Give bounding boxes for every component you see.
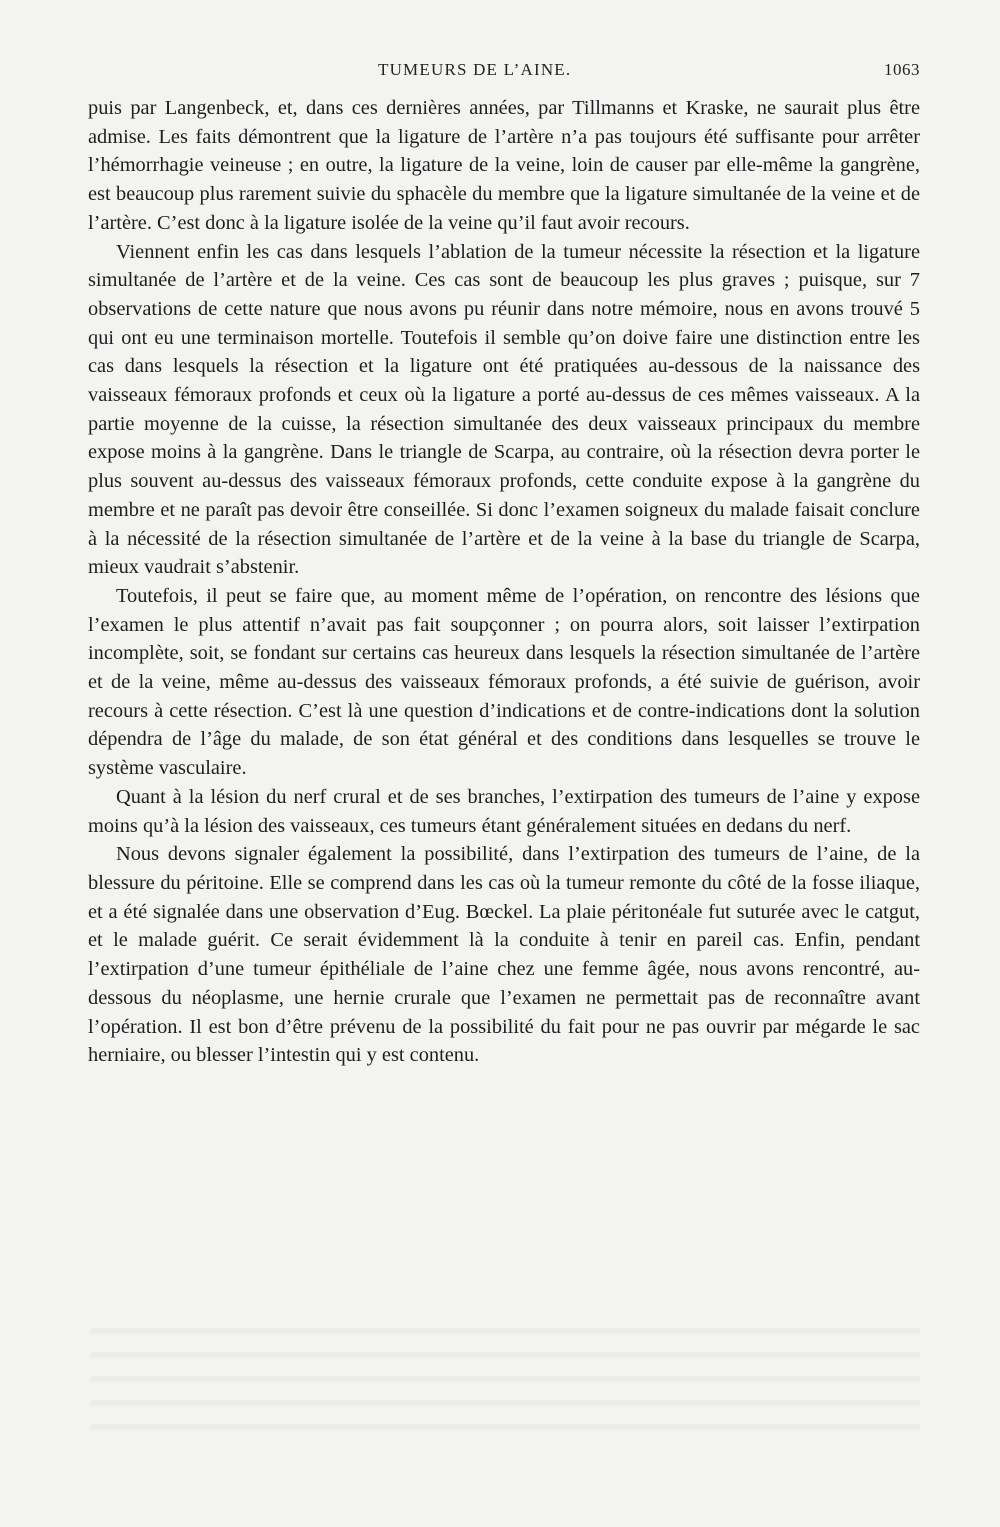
- running-title: TUMEURS DE L’AINE.: [378, 60, 572, 79]
- show-through-texture: [90, 1310, 920, 1430]
- paragraph: Nous devons signaler également la possibilité, dans l’extirpation des tumeurs de l’aine, de la blessure du péritoine. Elle se comprend dans les cas où la tumeur remonte du côté de la fosse iliaque, et a été signalée dans une observation d’Eug. Bœckel. La plaie péritonéale fut suturée avec le catgut, et le malade guérit. Ce serait évidemment là la conduite à tenir en pareil cas. Enfin, pendant l’extirpation d’une tumeur épithéliale de l’aine chez une femme âgée, nous avons rencontré, au-dessous du néoplasme, une hernie crurale que l’examen ne permettait pas de reconnaître avant l’opération. Il est bon d’être prévenu de la possibilité du fait pour ne pas ouvrir par mégarde le sac herniaire, ou blesser l’intestin qui y est contenu.: [88, 843, 920, 1067]
- paragraph: Quant à la lésion du nerf crural et de ses branches, l’extirpation des tumeurs de l’aine y expose moins qu’à la lésion des vaisseaux, ces tumeurs étant généralement situées en dedans du nerf.: [88, 785, 920, 837]
- paragraph: Viennent enfin les cas dans lesquels l’ablation de la tumeur nécessite la résection et la ligature simultanée de l’artère et de la veine. Ces cas sont de beaucoup les plus graves ; puisque, sur 7 observations de cette nature que nous avons pu réunir dans notre mémoire, nous en avons trouvé 5 qui ont eu une terminaison mortelle. Toutefois il semble qu’on doive faire une distinction entre les cas dans lesquels la résection et la ligature ont été pratiquées au-dessous de la naissance des vaisseaux fémoraux profonds et ceux où la ligature a porté au-dessus de ces mêmes vaisseaux. A la partie moyenne de la cuisse, la résection simultanée des deux vaisseaux principaux du membre expose moins à la gangrène. Dans le triangle de Scarpa, au contraire, où la résection devra porter le plus souvent au-dessus des vaisseaux fémoraux profonds, cette conduite expose à la gangrène du membre et ne paraît pas devoir être conseillée. Si donc l’examen soigneux du malade faisait conclure à la nécessité de la résection simultanée de l’artère et de la veine à la base du triangle de Scarpa, mieux vaudrait s’abstenir.: [88, 240, 920, 579]
- paragraph: Toutefois, il peut se faire que, au moment même de l’opération, on rencontre des lésions que l’examen le plus attentif n’avait pas fait soupçonner ; on pourra alors, soit laisser l’extirpation incomplète, soit, se fondant sur certains cas heureux dans lesquels la résection simultanée de l’artère et de la veine, même au-dessus des vaisseaux fémoraux profonds, a été suivie de guérison, avoir recours à cette résection. C’est là une question d’indications et de contre-indications dont la solution dépendra de l’âge du malade, de son état général et des conditions dans lesquelles se trouve le système vasculaire.: [88, 584, 920, 780]
- paragraph-continued: puis par Langenbeck, et, dans ces dernières années, par Tillmanns et Kraske, ne saurait plus être admise. Les faits démontrent que la ligature de l’artère n’a pas toujours été suffisante pour arrêter l’hémorrhagie veineuse ; en outre, la ligature de la veine, loin de causer par elle-même la gangrène, est beaucoup plus rarement suivie du sphacèle du membre que la ligature simultanée de la veine et de l’artère. C’est donc à la ligature isolée de la veine qu’il faut avoir recours.: [88, 97, 920, 234]
- page-body: [88, 94, 920, 1070]
- page-header: [88, 60, 920, 86]
- page-number: 1063: [884, 60, 920, 79]
